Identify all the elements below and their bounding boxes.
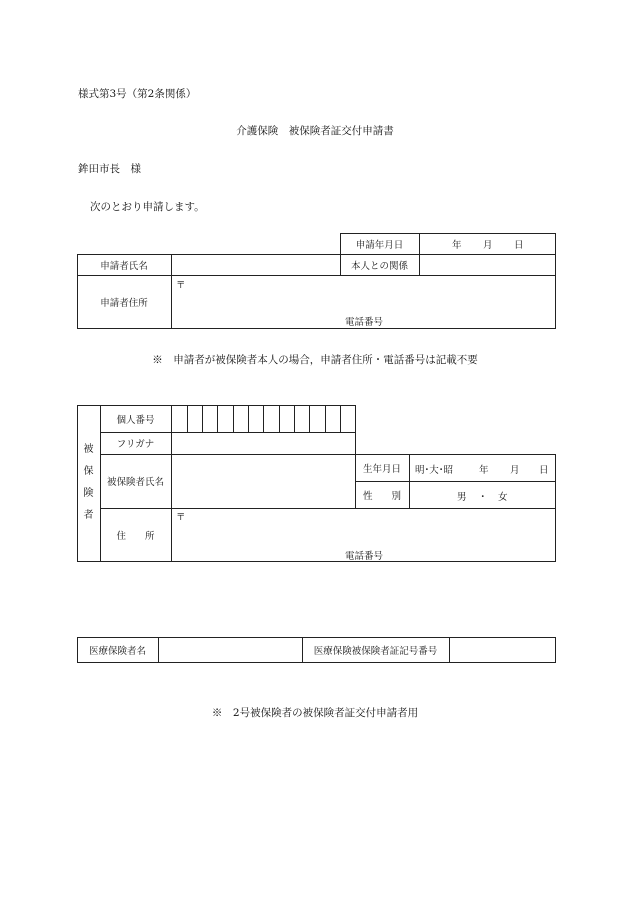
note-applicant: ※ 申請者が被保険者本人の場合，申請者住所・電話番号は記載不要 bbox=[152, 354, 478, 366]
applicant-name-field[interactable] bbox=[172, 255, 340, 275]
applicant-address-field[interactable] bbox=[172, 276, 555, 328]
birth-year-label: 年 bbox=[479, 465, 489, 476]
date-year-label: 年 bbox=[452, 240, 462, 251]
insured-side-label bbox=[77, 405, 100, 561]
addressee: 鉾田市長 様 bbox=[78, 163, 141, 175]
insured-postal-mark: 〒 bbox=[176, 512, 186, 523]
date-day-label: 日 bbox=[514, 240, 524, 251]
side-char-4: 者 bbox=[83, 510, 94, 521]
relation-field[interactable] bbox=[420, 255, 555, 275]
insurance-number-field[interactable] bbox=[450, 638, 555, 662]
relation-label: 本人との関係 bbox=[350, 260, 408, 272]
birth-day-label: 日 bbox=[539, 465, 549, 476]
sex-female-option[interactable]: 女 bbox=[498, 492, 508, 503]
furigana-field[interactable] bbox=[172, 433, 355, 454]
applicant-name-label: 申請者氏名 bbox=[100, 260, 148, 272]
birth-month-label: 月 bbox=[510, 465, 520, 476]
form-number: 様式第3号（第2条関係） bbox=[78, 88, 197, 100]
application-date-field[interactable] bbox=[420, 234, 555, 254]
postal-mark: 〒 bbox=[176, 280, 186, 291]
birth-date-label: 生年月日 bbox=[362, 463, 401, 475]
insured-address-field[interactable] bbox=[172, 509, 555, 561]
insurer-name-field[interactable] bbox=[159, 638, 302, 662]
phone-label: 電話番号 bbox=[345, 317, 384, 328]
page-title: 介護保険 被保険者証交付申請書 bbox=[236, 125, 394, 137]
insured-phone-label: 電話番号 bbox=[345, 551, 384, 562]
date-month-label: 月 bbox=[483, 240, 493, 251]
side-char-1: 被 bbox=[83, 444, 94, 455]
applicant-address-label: 申請者住所 bbox=[100, 297, 148, 309]
side-char-2: 保 bbox=[83, 466, 94, 477]
note-category2: ※ 2号被保険者の被保険者証交付申請者用 bbox=[211, 707, 419, 719]
sex-male-option[interactable]: 男 bbox=[457, 492, 467, 503]
insured-address-label: 住 所 bbox=[116, 530, 155, 542]
furigana-label: フリガナ bbox=[116, 439, 155, 450]
personal-number-field[interactable] bbox=[172, 406, 355, 432]
personal-number-label: 個人番号 bbox=[116, 414, 155, 426]
insurance-number-label: 医療保険被保険者証記号番号 bbox=[313, 645, 438, 657]
insured-name-label: 被保険者氏名 bbox=[106, 477, 164, 488]
era-options: 明･大･昭 bbox=[415, 465, 454, 476]
sex-separator: ・ bbox=[478, 492, 488, 503]
insured-name-field[interactable] bbox=[172, 455, 355, 508]
application-date-label: 申請年月日 bbox=[355, 239, 404, 251]
insurer-name-label: 医療保険者名 bbox=[88, 645, 146, 657]
birth-date-field[interactable] bbox=[410, 455, 555, 481]
side-char-3: 険 bbox=[83, 488, 94, 499]
sex-label: 性 別 bbox=[362, 490, 401, 502]
intro-text: 次のとおり申請します。 bbox=[90, 201, 205, 213]
